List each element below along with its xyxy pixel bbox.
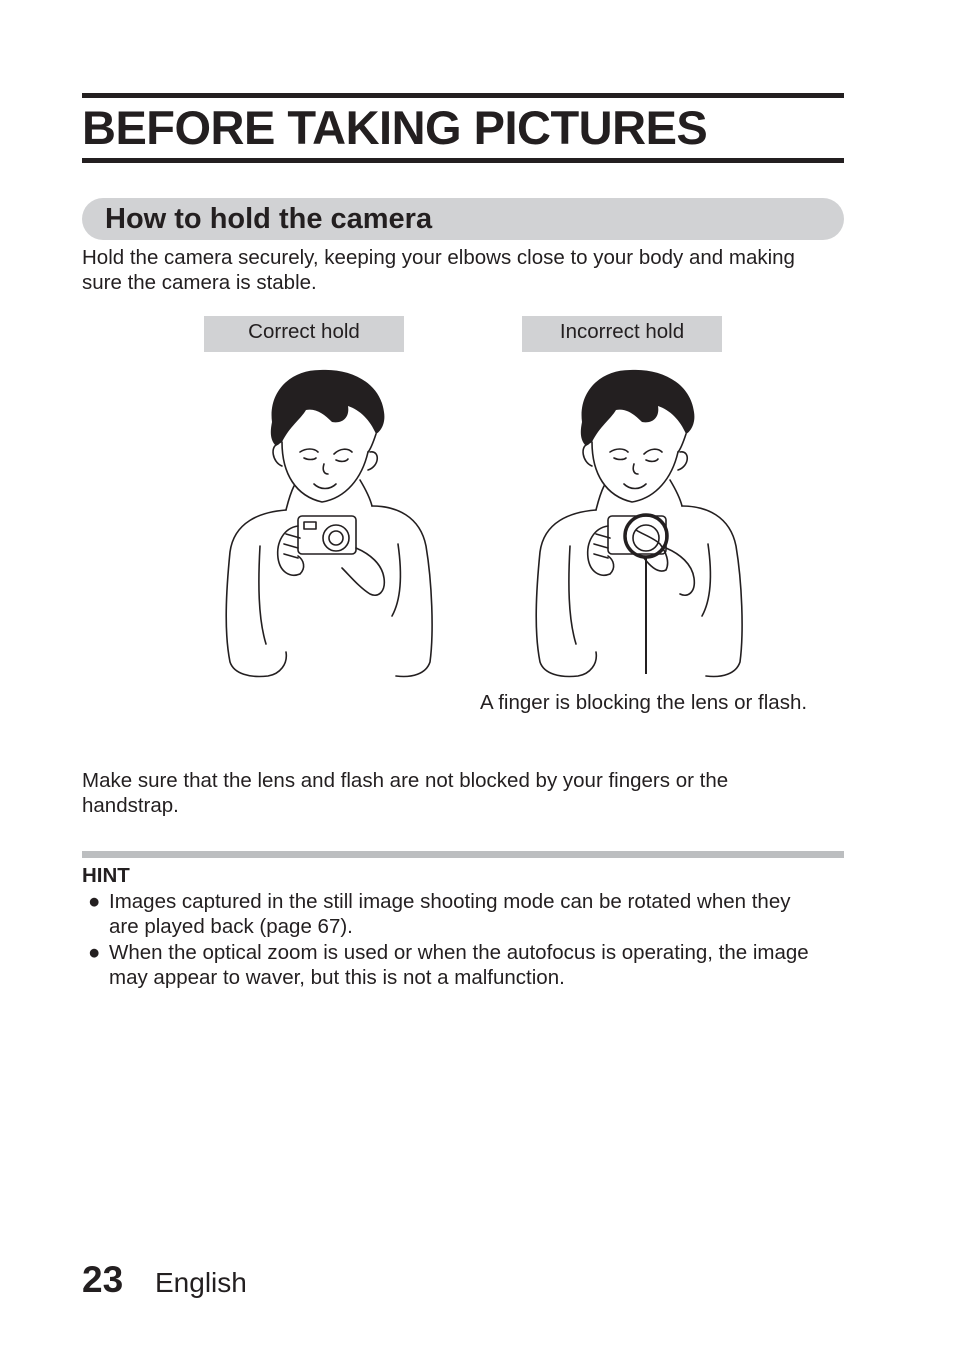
incorrect-hold-illustration bbox=[530, 362, 750, 682]
title-rule-top bbox=[82, 93, 844, 98]
intro-paragraph: Hold the camera securely, keeping your elbows close to your body and making sure the camera is stable. bbox=[82, 246, 795, 294]
hint-item-text: When the optical zoom is used or when the autofocus is operating, the image may appear to waver, but this is not a malfunction. bbox=[109, 941, 809, 989]
section-title: How to hold the camera bbox=[105, 203, 433, 235]
incorrect-hold-label: Incorrect hold bbox=[522, 316, 722, 352]
correct-hold-illustration bbox=[220, 362, 440, 682]
hint-label: HINT bbox=[82, 864, 130, 887]
bullet-icon: ● bbox=[88, 890, 101, 913]
hint-rule bbox=[82, 851, 844, 858]
hint-item-text: Images captured in the still image shooting mode can be rotated when they are played back (page 67). bbox=[109, 890, 791, 938]
hint-list bbox=[82, 889, 822, 991]
page-language: English bbox=[155, 1267, 247, 1298]
correct-hold-label: Correct hold bbox=[204, 316, 404, 352]
hint-item bbox=[82, 889, 822, 939]
page-number: 23 bbox=[82, 1259, 124, 1300]
hint-item bbox=[82, 940, 822, 990]
note-paragraph: Make sure that the lens and flash are not blocked by your fingers or the handstrap. bbox=[82, 769, 729, 817]
bullet-icon: ● bbox=[88, 941, 101, 964]
section-header bbox=[82, 198, 844, 240]
title-rule-bottom bbox=[82, 158, 844, 163]
incorrect-hold-caption: A finger is blocking the lens or flash. bbox=[480, 691, 808, 714]
page-title: BEFORE TAKING PICTURES bbox=[82, 101, 708, 154]
